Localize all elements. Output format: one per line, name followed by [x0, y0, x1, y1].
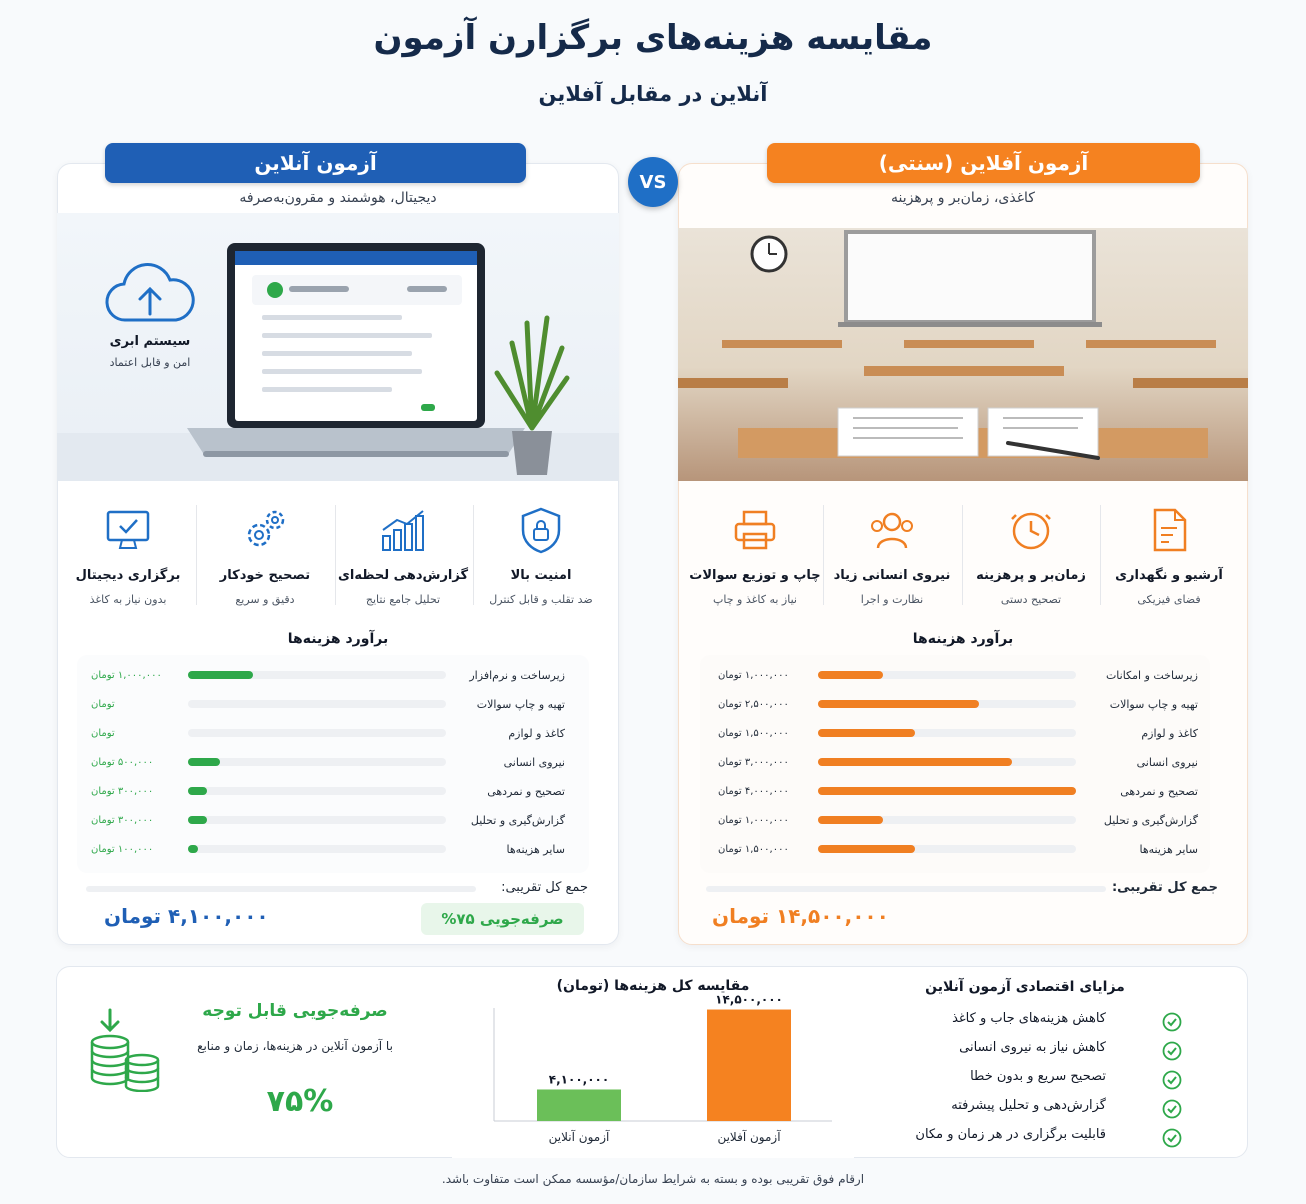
cost-label: تصحیح و نمردهی — [1120, 784, 1198, 798]
shield-lock-icon — [511, 500, 571, 560]
cost-row — [77, 810, 589, 830]
chart-bar — [707, 1010, 791, 1121]
check-circle-icon — [1162, 1128, 1182, 1148]
cost-value: تومان — [91, 698, 115, 710]
cost-row — [700, 723, 1210, 743]
benefit-item: قابلیت برگزاری در هر زمان و مکان — [915, 1127, 1106, 1142]
chart-svg — [452, 968, 854, 1158]
cost-track — [818, 671, 1076, 679]
cost-bar — [818, 845, 915, 853]
feature-time-consuming — [962, 500, 1100, 606]
feature-subtitle: نیاز به کاغذ و چاپ — [713, 593, 797, 606]
online-tagline: دیجیتال، هوشمند و مقرون‌به‌صرفه — [239, 190, 437, 206]
feature-high-security — [472, 500, 610, 606]
cost-track — [188, 787, 446, 795]
savings-badge: صرفه‌جویی ۷۵% — [421, 903, 584, 935]
cost-row — [700, 665, 1210, 685]
cost-track — [818, 729, 1076, 737]
cost-row — [77, 694, 589, 714]
page-title: مقایسه هزینه‌های برگزارن آزمون — [373, 18, 933, 58]
offline-total-label: جمع کل تقریبی: — [1111, 880, 1218, 895]
footnote: ارقام فوق تقریبی بوده و بسته به شرایط سازمان/مؤسسه ممکن است متفاوت باشد. — [441, 1172, 865, 1186]
bar-chart-icon — [373, 500, 433, 560]
online-total-value: ۴,۱۰۰,۰۰۰ تومان — [104, 904, 269, 928]
cost-track — [188, 671, 446, 679]
feature-archive — [1100, 500, 1238, 606]
cost-row — [700, 781, 1210, 801]
cost-bar — [818, 729, 915, 737]
cost-track — [818, 845, 1076, 853]
offline-costs-title: برآورد هزینه‌ها — [912, 631, 1014, 647]
cost-row — [77, 752, 589, 772]
chart-bar — [537, 1089, 621, 1121]
check-circle-icon — [1162, 1041, 1182, 1061]
cost-bar — [818, 700, 979, 708]
benefit-item: کاهش هزینه‌های جاب و کاغذ — [952, 1011, 1106, 1026]
total-cost-chart — [452, 968, 854, 1158]
document-archive-icon — [1139, 500, 1199, 560]
benefit-item: گزارش‌دهی و تحلیل پیشرفته — [951, 1098, 1106, 1113]
feature-subtitle: بدون نیاز به کاغذ — [89, 593, 167, 606]
cost-value: تومان — [91, 727, 115, 739]
cost-row — [700, 694, 1210, 714]
cost-bar — [818, 816, 883, 824]
people-icon — [862, 500, 922, 560]
offline-hero-image — [678, 228, 1248, 481]
feature-title: زمان‌بر و پرهزینه — [976, 568, 1086, 583]
cost-label: تهیه و چاپ سوالات — [476, 697, 565, 711]
printer-icon — [725, 500, 785, 560]
clock-icon — [1001, 500, 1061, 560]
feature-subtitle: نظارت و اجرا — [860, 593, 924, 606]
cost-bar — [818, 671, 883, 679]
cost-label: سایر هزینه‌ها — [1139, 842, 1198, 856]
cost-bar — [188, 671, 253, 679]
cost-value: ۵۰۰,۰۰۰ تومان — [91, 756, 154, 768]
cost-row — [700, 839, 1210, 859]
cloud-title: سیستم ابری — [109, 334, 191, 349]
offline-total-value: ۱۴,۵۰۰,۰۰۰ تومان — [712, 904, 889, 928]
cost-label: تصحیح و نمردهی — [487, 784, 565, 798]
cost-track — [818, 787, 1076, 795]
cost-label: گزارش‌گیری و تحلیل — [470, 813, 565, 827]
cost-value: ۳,۰۰۰,۰۰۰ تومان — [718, 756, 789, 768]
savings-percent: ۷۵% — [266, 1084, 334, 1119]
cost-value: ۱,۵۰۰,۰۰۰ تومان — [718, 727, 789, 739]
cost-track — [188, 845, 446, 853]
cost-track — [188, 758, 446, 766]
cost-bar — [188, 845, 198, 853]
cost-value: ۱,۵۰۰,۰۰۰ تومان — [718, 843, 789, 855]
cost-row — [700, 752, 1210, 772]
feature-subtitle: تحلیل جامع نتایج — [365, 593, 441, 606]
cost-value: ۱۰۰,۰۰۰ تومان — [91, 843, 154, 855]
cost-track — [818, 700, 1076, 708]
feature-title: چاپ و توزیع سوالات — [689, 568, 821, 583]
feature-title: تصحیح خودکار — [219, 568, 311, 583]
classroom-illustration — [678, 228, 1248, 481]
check-circle-icon — [1162, 1099, 1182, 1119]
cost-track — [188, 816, 446, 824]
vs-badge: VS — [628, 157, 678, 207]
cost-bar — [188, 758, 220, 766]
online-costs-title: برآورد هزینه‌ها — [287, 631, 389, 647]
online-total-label: جمع کل تقریبی: — [501, 880, 588, 895]
cost-track — [188, 729, 446, 737]
cost-label: نیروی انسانی — [1136, 755, 1198, 769]
savings-title: صرفه‌جویی قابل توجه — [202, 1001, 388, 1021]
cost-label: کاغذ و لوازم — [508, 726, 565, 740]
cost-value: ۴,۰۰۰,۰۰۰ تومان — [718, 785, 789, 797]
check-circle-icon — [1162, 1012, 1182, 1032]
feature-title: آرشیو و نگهداری — [1115, 568, 1223, 583]
monitor-check-icon — [98, 500, 158, 560]
cost-label: زیرساخت و نرم‌افزار — [469, 668, 565, 682]
benefit-item: کاهش نیاز به نیروی انسانی — [959, 1040, 1106, 1055]
cost-label: کاغذ و لوازم — [1141, 726, 1198, 740]
cost-row — [77, 781, 589, 801]
cost-row — [77, 665, 589, 685]
cost-label: گزارش‌گیری و تحلیل — [1103, 813, 1198, 827]
feature-title: گزارش‌دهی لحظه‌ای — [337, 568, 469, 583]
cost-value: ۱,۰۰۰,۰۰۰ تومان — [718, 669, 789, 681]
feature-title: نیروی انسانی زیاد — [833, 568, 951, 583]
cost-value: ۳۰۰,۰۰۰ تومان — [91, 785, 154, 797]
cost-track — [818, 816, 1076, 824]
chart-category-label: آزمون آنلاین — [548, 1130, 610, 1144]
feature-printing — [686, 500, 824, 606]
feature-manpower — [823, 500, 961, 606]
feature-subtitle: تصحیح دستی — [1000, 593, 1062, 606]
chart-category-label: آزمون آفلاین — [717, 1130, 781, 1144]
cost-row — [77, 723, 589, 743]
gears-icon — [235, 500, 295, 560]
cost-row — [77, 839, 589, 859]
cost-track — [188, 700, 446, 708]
cost-value: ۱,۰۰۰,۰۰۰ تومان — [718, 814, 789, 826]
cloud-upload-icon — [104, 262, 196, 324]
feature-live-reporting — [334, 500, 472, 606]
feature-title: برگزاری دیجیتال — [75, 568, 181, 583]
cost-bar — [818, 758, 1012, 766]
cost-bar — [818, 787, 1076, 795]
cost-label: سایر هزینه‌ها — [506, 842, 565, 856]
cost-value: ۳۰۰,۰۰۰ تومان — [91, 814, 154, 826]
cost-label: زیرساخت و امکانات — [1105, 668, 1198, 682]
cloud-subtitle: امن و قابل اعتماد — [109, 356, 191, 369]
cost-track — [818, 758, 1076, 766]
cost-label: تهیه و چاپ سوالات — [1109, 697, 1198, 711]
chart-data-label: ۴,۱۰۰,۰۰۰ — [548, 1072, 610, 1087]
offline-tagline: کاغذی، زمان‌بر و پرهزینه — [891, 190, 1035, 206]
page-subtitle: آنلاین در مقابل آفلاین — [538, 82, 768, 106]
cost-bar — [188, 816, 207, 824]
feature-subtitle: ضد تقلب و قابل کنترل — [489, 593, 593, 606]
feature-subtitle: فضای فیزیکی — [1137, 593, 1201, 606]
feature-digital-exam — [59, 500, 197, 606]
cost-value: ۲,۵۰۰,۰۰۰ تومان — [718, 698, 789, 710]
feature-subtitle: دقیق و سریع — [235, 593, 295, 606]
cost-bar — [188, 787, 207, 795]
feature-auto-grading — [196, 500, 334, 606]
cost-label: نیروی انسانی — [503, 755, 565, 769]
offline-title: آزمون آفلاین (سنتی) — [767, 143, 1200, 183]
savings-text: با آزمون آنلاین در هزینه‌ها، زمان و منابع — [197, 1039, 393, 1053]
benefit-item: تصحیح سریع و بدون خطا — [970, 1069, 1106, 1084]
online-title: آزمون آنلاین — [105, 143, 526, 183]
chart-title: مقایسه کل هزینه‌ها (تومان) — [556, 978, 750, 994]
benefits-title: مزایای اقتصادی آزمون آنلاین — [925, 979, 1125, 995]
check-circle-icon — [1162, 1070, 1182, 1090]
coins-download-icon — [88, 1006, 162, 1092]
feature-title: امنیت بالا — [510, 568, 572, 583]
cost-value: ۱,۰۰۰,۰۰۰ تومان — [91, 669, 162, 681]
chart-data-label: ۱۴,۵۰۰,۰۰۰ — [715, 992, 783, 1007]
cost-row — [700, 810, 1210, 830]
